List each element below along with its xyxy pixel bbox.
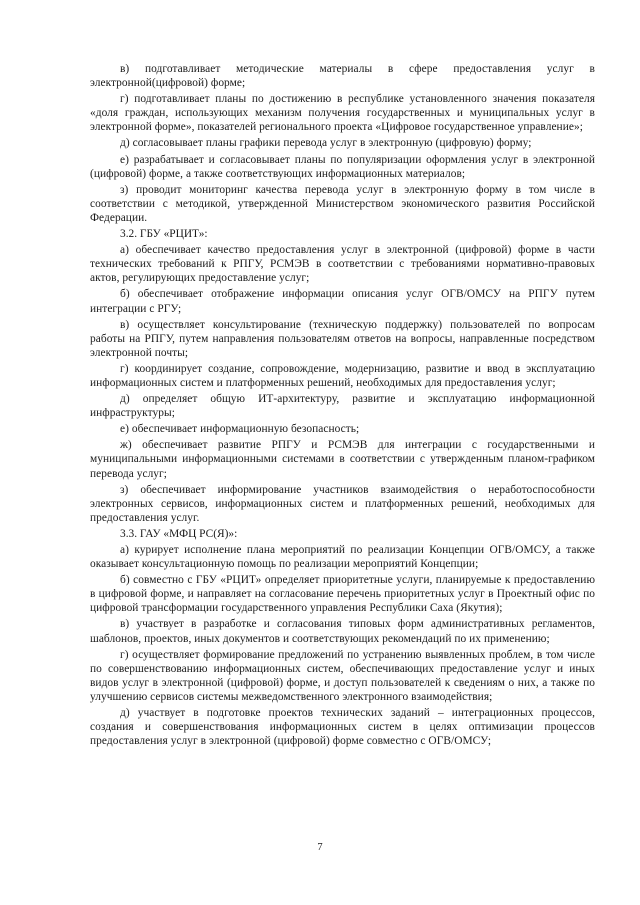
s32-paragraph-e: е) обеспечивает информационную безопасность; [120, 423, 360, 436]
page-number: 7 [317, 842, 323, 853]
s33-paragraph-v: в) участвует в разработке и согласования типовых форм административных регламентов, шаблонов, проектов, иных документов и соответствующих рекомендаций по их применению; [90, 618, 595, 645]
s32-paragraph-v: в) осуществляет консультирование (техническую поддержку) пользователей по вопросам работы на РПГУ, путем направления пользователям ответов на вопросы, направленные посредством электронной почты; [90, 318, 595, 359]
paragraph-v: в) подготавливает методические материалы в сфере предоставления услуг в электронной(цифровой) форме; [90, 63, 595, 90]
s33-paragraph-a: а) курирует исполнение плана мероприятий по реализации Концепции ОГВ/ОМСУ, а также оказывает консультационную помощь по реализации мероприятий Концепции; [90, 544, 595, 571]
s32-paragraph-g: г) координирует создание, сопровождение, модернизацию, развитие и ввод в эксплуатацию информационных систем и платформенных решений, необходимых для предоставления услуг; [90, 362, 595, 389]
s33-paragraph-d: д) участвует в подготовке проектов технических заданий – интеграционных процессов, создания и совершенствования информационных систем в целях оптимизации процессов предоставления услуг в электронной (цифровой) форме совместно с ОГВ/ОМСУ; [90, 707, 595, 748]
section-heading-3-2: 3.2. ГБУ «РЦИТ»: [120, 228, 208, 241]
document-body [90, 62, 595, 750]
s33-paragraph-b: б) совместно с ГБУ «РЦИТ» определяет приоритетные услуги, планируемые к предоставлению в цифровой форме, и направляет на согласование перечень приоритетных услуг в Проектный офис по цифровой трансформации государственного управления Республики Саха (Якутия); [90, 574, 595, 615]
s32-paragraph-z: з) обеспечивает информирование участников взаимодействия о неработоспособности электронных сервисов, информационных систем и платформенных решений, необходимых для предоставления услуг. [90, 483, 595, 524]
s32-paragraph-a: а) обеспечивает качество предоставления услуг в электронной (цифровой) форме в части технических требований к РПГУ, РСМЭВ в соответствии с требованиями нормативно-правовых актов, регулирующих предоставление услуг; [90, 244, 595, 285]
s32-paragraph-zh: ж) обеспечивает развитие РПГУ и РСМЭВ для интеграции с государственными и муниципальными информационными системами в соответствии с утвержденным планом-графиком перевода услуг; [90, 439, 595, 480]
paragraph-g: г) подготавливает планы по достижению в республике установленного значения показателя «доля граждан, использующих механизм получения государственных и муниципальных услуг в электронной форме», показателей регионального проекта «Цифровое государственное управление»; [90, 93, 595, 134]
section-heading-3-3: 3.3. ГАУ «МФЦ РС(Я)»: [120, 527, 238, 540]
paragraph-d: д) согласовывает планы графики перевода услуг в электронную (цифровую) форму; [120, 137, 532, 150]
s32-paragraph-b: б) обеспечивает отображение информации описания услуг ОГВ/ОМСУ на РПГУ путем интеграции с РГУ; [90, 288, 595, 315]
s32-paragraph-d: д) определяет общую ИТ-архитектуру, развитие и эксплуатацию информационной инфраструктуры; [90, 393, 595, 420]
paragraph-z: з) проводит мониторинг качества перевода услуг в электронную форму в том числе в соответствии с методикой, утвержденной Министерством экономического развития Российской Федерации. [90, 183, 595, 224]
paragraph-e: е) разрабатывает и согласовывает планы по популяризации оформления услуг в электронной (цифровой) форме, а также соответствующих информационных материалов; [90, 153, 595, 180]
s33-paragraph-g: г) осуществляет формирование предложений по устранению выявленных проблем, в том числе по совершенствованию информационных систем, обеспечивающих предоставление услуг и иных видов услуг в электронной (цифровой) форме, и доступ пользователей к сведениям о них, а также по улучшению сервисов системы межведомственного электронного взаимодействия; [90, 648, 595, 703]
